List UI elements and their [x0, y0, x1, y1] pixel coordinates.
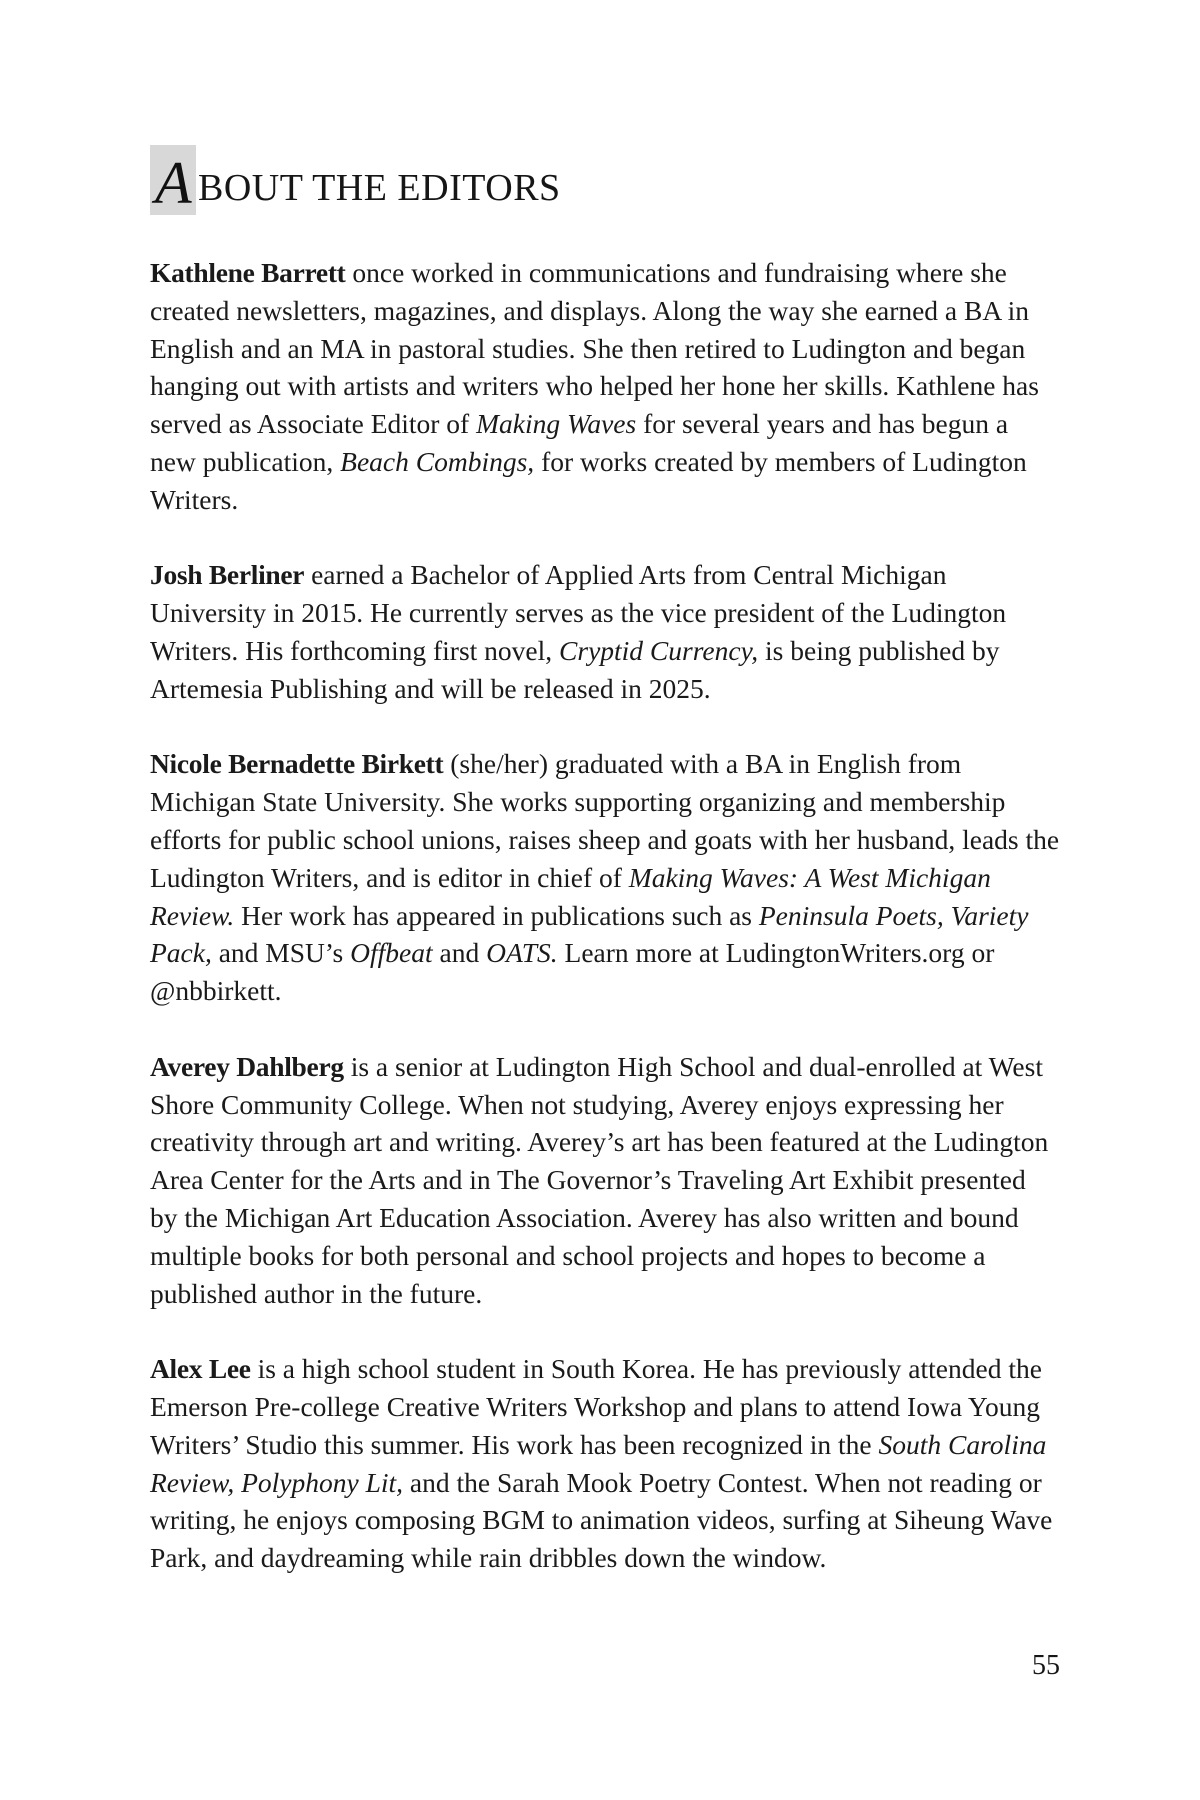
- page-number: 55: [1032, 1650, 1060, 1681]
- drop-cap: A: [150, 145, 196, 215]
- editor-bios: [150, 254, 1060, 1615]
- page-title: [150, 145, 561, 215]
- bio-kathlene-barrett: Kathlene Barrett once worked in communications and fundraising where she created newsletters, magazines, and displays. Along the way she earned a BA in English and an MA in pastoral studies. She then retired to Ludington and began hanging out with artists and writers who helped her hone her skills. Kathlene has served as Associate Editor of Making Waves for several years and has begun a new publication, Beach Combings, for works created by members of Ludington Writers.: [150, 257, 1039, 515]
- publication-title: OATS.: [486, 937, 558, 969]
- publication-title: Making Waves: [476, 408, 637, 440]
- publication-title: Cryptid Currency,: [559, 634, 759, 666]
- bio-averey-dahlberg: Averey Dahlberg is a senior at Ludington High School and dual-enrolled at West Shore Community College. When not studying, Averey enjoys expressing her creativity through art and writing. Averey’s art has been featured at the Ludington Area Center for the Arts and in The Governor’s Traveling Art Exhibit presented by the Michigan Art Education Association. Averey has also written and bound multiple books for both personal and school projects and hopes to become a published author in the future.: [150, 1050, 1049, 1309]
- bio-josh-berliner: Josh Berliner earned a Bachelor of Applied Arts from Central Michigan University in 2015. He currently serves as the vice president of the Ludington Writers. His forthcoming first novel, Cryptid Currency, is being published by Artemesia Publishing and will be released in 2025.: [150, 559, 1007, 704]
- publication-title: Beach Combings,: [340, 445, 535, 477]
- bio-name: Kathlene Barrett: [150, 257, 346, 288]
- bio-name: Josh Berliner: [150, 559, 305, 591]
- bio-name: Nicole Bernadette Birkett: [150, 748, 444, 780]
- publication-title: Peninsula Poets, Variety Pack,: [150, 899, 1029, 969]
- bio-alex-lee: Alex Lee is a high school student in South Korea. He has previously attended the Emerson Pre-college Creative Writers Workshop and plans to attend Iowa Young Writers’ Studio this summer. His work has been recognized in the South Carolina Review, Polyphony Lit, and the Sarah Mook Poetry Contest. When not reading or writing, he enjoys composing BGM to animation videos, surfing at Siheung Wave Park, and daydreaming while rain dribbles down the window.: [150, 1353, 1053, 1574]
- publication-title: South Carolina Review, Polyphony Lit,: [150, 1428, 1047, 1498]
- bio-name: Averey Dahlberg: [150, 1050, 344, 1082]
- bio-nicole-birkett: Nicole Bernadette Birkett (she/her) graduated with a BA in English from Michigan State University. She works supporting organizing and membership efforts for public school unions, raises sheep and goats with her husband, leads the Ludington Writers, and is editor in chief of Making Waves: A West Michigan Review. Her work has appeared in publications such as Peninsula Poets, Variety Pack, and MSU’s Offbeat and OATS. Learn more at LudingtonWriters.org or @nbbirkett.: [150, 748, 1060, 1007]
- bio-name: Alex Lee: [150, 1353, 251, 1385]
- publication-title: Making Waves: A West Michigan Review.: [150, 861, 991, 931]
- page-title-text: BOUT THE EDITORS: [198, 167, 561, 209]
- publication-title: Offbeat: [350, 937, 433, 969]
